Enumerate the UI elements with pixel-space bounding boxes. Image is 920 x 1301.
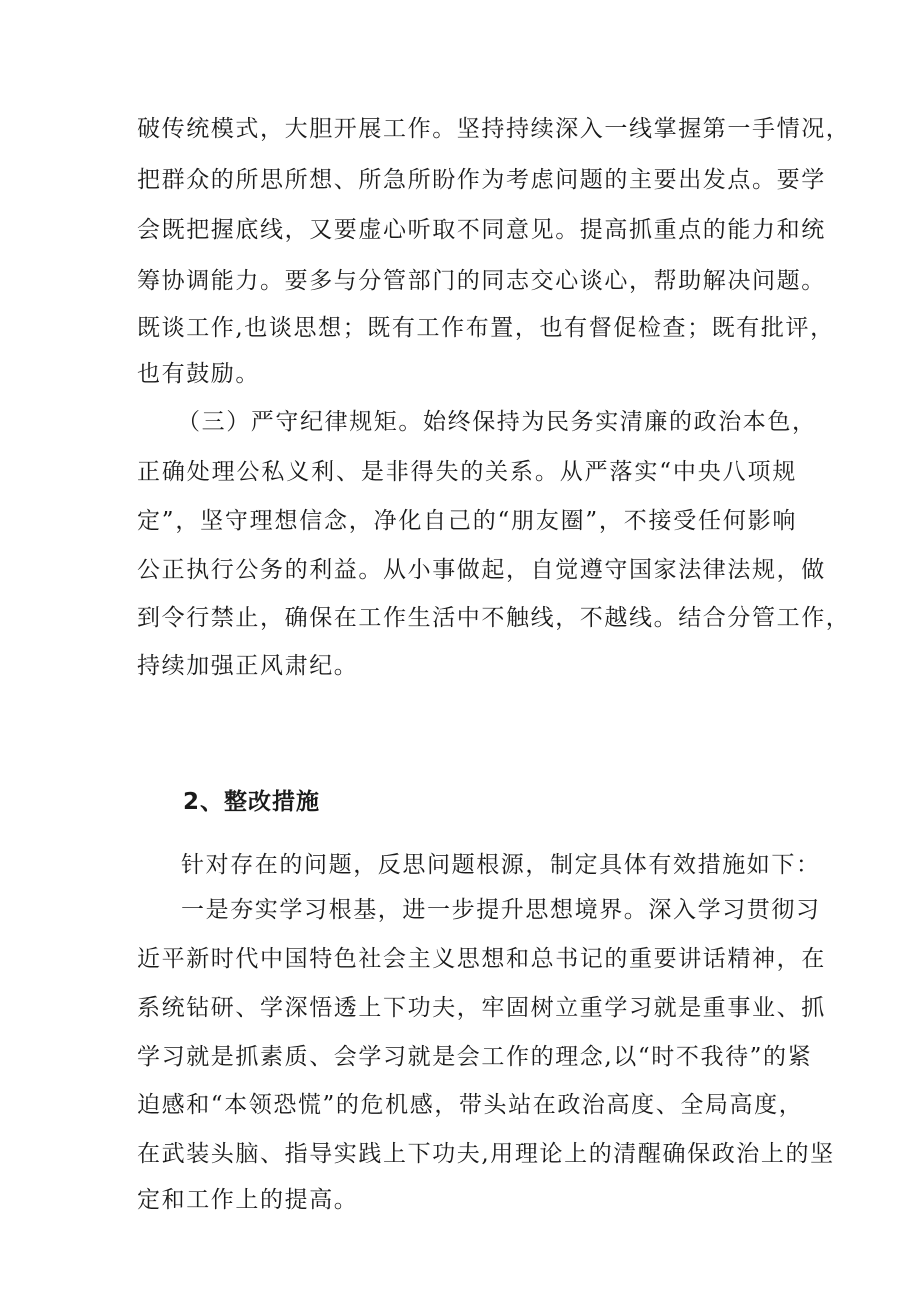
section-heading: 2、整改措施 xyxy=(183,789,321,815)
paragraph-line: 会既把握底线，又要虚心听取不同意见。提高抓重点的能力和统 xyxy=(137,217,826,243)
paragraph-line: 把群众的所思所想、所急所盼作为考虑问题的主要出发点。要学 xyxy=(137,167,826,193)
section-three-line: （三）严守纪律规矩。始终保持为民务实清廉的政治本色， xyxy=(177,409,817,435)
section-three-line: 持续加强正风肃纪。 xyxy=(137,653,359,679)
paragraph-line: 也有鼓励。 xyxy=(137,361,260,387)
section-three-line: 定”，坚守理想信念，净化自己的“朋友圈”，不接受任何影响 xyxy=(137,508,797,534)
intro-line: 针对存在的问题，反思问题根源，制定具体有效措施如下： xyxy=(181,852,821,878)
measure-one-line: 迫感和“本领恐慌”的危机感，带头站在政治高度、全局高度， xyxy=(137,1092,804,1118)
measure-one-line: 在武装头脑、指导实践上下功夫,用理论上的清醒确保政治上的坚 xyxy=(137,1141,835,1167)
paragraph-line: 既谈工作,也谈思想；既有工作布置，也有督促检查；既有批评， xyxy=(137,315,835,341)
measure-one-line: 一是夯实学习根基，进一步提升思想境界。深入学习贯彻习 xyxy=(181,897,821,923)
measure-one-line: 学习就是抓素质、会学习就是会工作的理念,以“时不我待”的紧 xyxy=(137,1044,813,1070)
measure-one-line: 系统钻研、学深悟透上下功夫，牢固树立重学习就是重事业、抓 xyxy=(137,995,826,1021)
section-three-line: 正确处理公私义利、是非得失的关系。从严落实“中央八项规 xyxy=(137,459,797,485)
measure-one-line: 近平新时代中国特色社会主义思想和总书记的重要讲话精神，在 xyxy=(137,946,826,972)
section-three-line: 公正执行公务的利益。从小事做起，自觉遵守国家法律法规，做 xyxy=(137,557,826,583)
section-three-line: 到令行禁止，确保在工作生活中不触线，不越线。结合分管工作， xyxy=(137,605,851,631)
measure-one-line: 定和工作上的提高。 xyxy=(137,1187,359,1213)
paragraph-line: 破传统模式，大胆开展工作。坚持持续深入一线掌握第一手情况， xyxy=(137,116,851,142)
paragraph-line: 筹协调能力。要多与分管部门的同志交心谈心，帮助解决问题。 xyxy=(137,268,826,294)
